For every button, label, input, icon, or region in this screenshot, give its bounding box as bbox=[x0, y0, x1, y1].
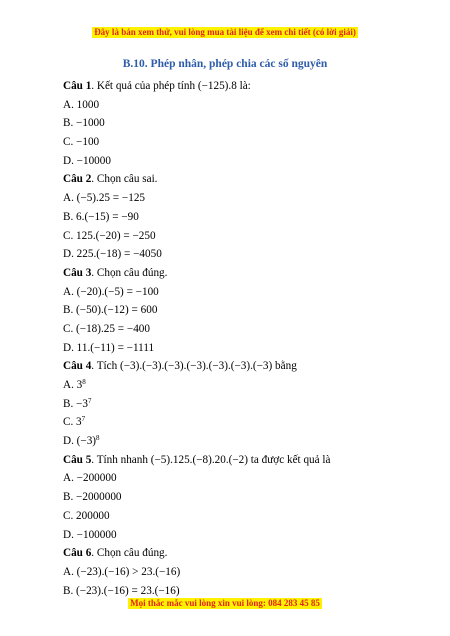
option-base: C. 3 bbox=[63, 416, 82, 429]
question-number: Câu 4 bbox=[63, 360, 92, 373]
option-4c bbox=[63, 413, 403, 432]
question-4 bbox=[63, 357, 403, 376]
option-4b bbox=[63, 395, 403, 414]
option-5a: A. −200000 bbox=[63, 472, 117, 485]
option-5b: B. −2000000 bbox=[63, 491, 122, 504]
footer-banner: Mọi thắc mắc vui lòng xin vui lòng: 084 283 45 85 bbox=[130, 598, 320, 608]
option-1a: A. 1000 bbox=[63, 98, 100, 111]
question-number: Câu 2 bbox=[63, 173, 92, 186]
option-3c: C. (−18).25 = −400 bbox=[63, 322, 150, 335]
question-number: Câu 1 bbox=[63, 80, 92, 92]
question-number: Câu 3 bbox=[63, 266, 92, 279]
section-title: B.10. Phép nhân, phép chia các số nguyên bbox=[122, 58, 328, 70]
option-1c: C. −100 bbox=[63, 136, 100, 149]
question-2 bbox=[63, 170, 403, 189]
option-5c: C. 200000 bbox=[63, 509, 110, 522]
question-5 bbox=[63, 451, 403, 470]
option-3d: D. 11.(−11) = −1111 bbox=[63, 341, 155, 354]
question-number: Câu 6 bbox=[63, 547, 92, 560]
option-2a: A. (−5).25 = −125 bbox=[63, 192, 146, 205]
question-text: . Tích (−3).(−3).(−3).(−3).(−3).(−3).(−3) bằng bbox=[91, 360, 297, 373]
question-number: Câu 5 bbox=[63, 453, 92, 466]
option-1b: B. −1000 bbox=[63, 117, 105, 130]
option-4d bbox=[63, 432, 403, 451]
option-3b: B. (−50).(−12) = 600 bbox=[63, 304, 158, 317]
option-base: B. −3 bbox=[63, 397, 88, 410]
option-exponent: 7 bbox=[81, 415, 86, 424]
option-exponent: 8 bbox=[82, 378, 86, 386]
option-6b: B. (−23).(−16) = 23.(−16) bbox=[63, 584, 180, 597]
option-base: D. (−3) bbox=[63, 435, 97, 448]
option-2d: D. 225.(−18) = −4050 bbox=[63, 248, 162, 261]
option-base: A. 3 bbox=[63, 379, 83, 391]
question-text: . Kết quả của phép tính (−125).8 là: bbox=[91, 80, 251, 92]
question-6 bbox=[63, 544, 403, 563]
option-2b: B. 6.(−15) = −90 bbox=[63, 210, 139, 223]
question-text: . Tính nhanh (−5).125.(−8).20.(−2) ta được kết quả là bbox=[91, 453, 331, 466]
question-list bbox=[63, 77, 403, 600]
question-text: . Chọn câu sai. bbox=[91, 173, 158, 186]
question-3 bbox=[63, 264, 403, 283]
option-exponent: 8 bbox=[96, 434, 100, 443]
option-3a: A. (−20).(−5) = −100 bbox=[63, 285, 159, 298]
option-1d: D. −10000 bbox=[63, 154, 111, 167]
question-text: . Chọn câu đúng. bbox=[91, 547, 168, 560]
option-4a bbox=[63, 376, 403, 395]
option-6a: A. (−23).(−16) > 23.(−16) bbox=[63, 565, 181, 578]
option-exponent: 7 bbox=[87, 396, 92, 405]
option-2c: C. 125.(−20) = −250 bbox=[63, 229, 156, 242]
question-text: . Chọn câu đúng. bbox=[91, 266, 168, 279]
question-1 bbox=[63, 77, 403, 96]
option-5d: D. −100000 bbox=[63, 528, 117, 541]
header-banner: Đây là bản xem thử, vui lòng mua tài liệu để xem chi tiết (có lời giải) bbox=[94, 27, 356, 37]
